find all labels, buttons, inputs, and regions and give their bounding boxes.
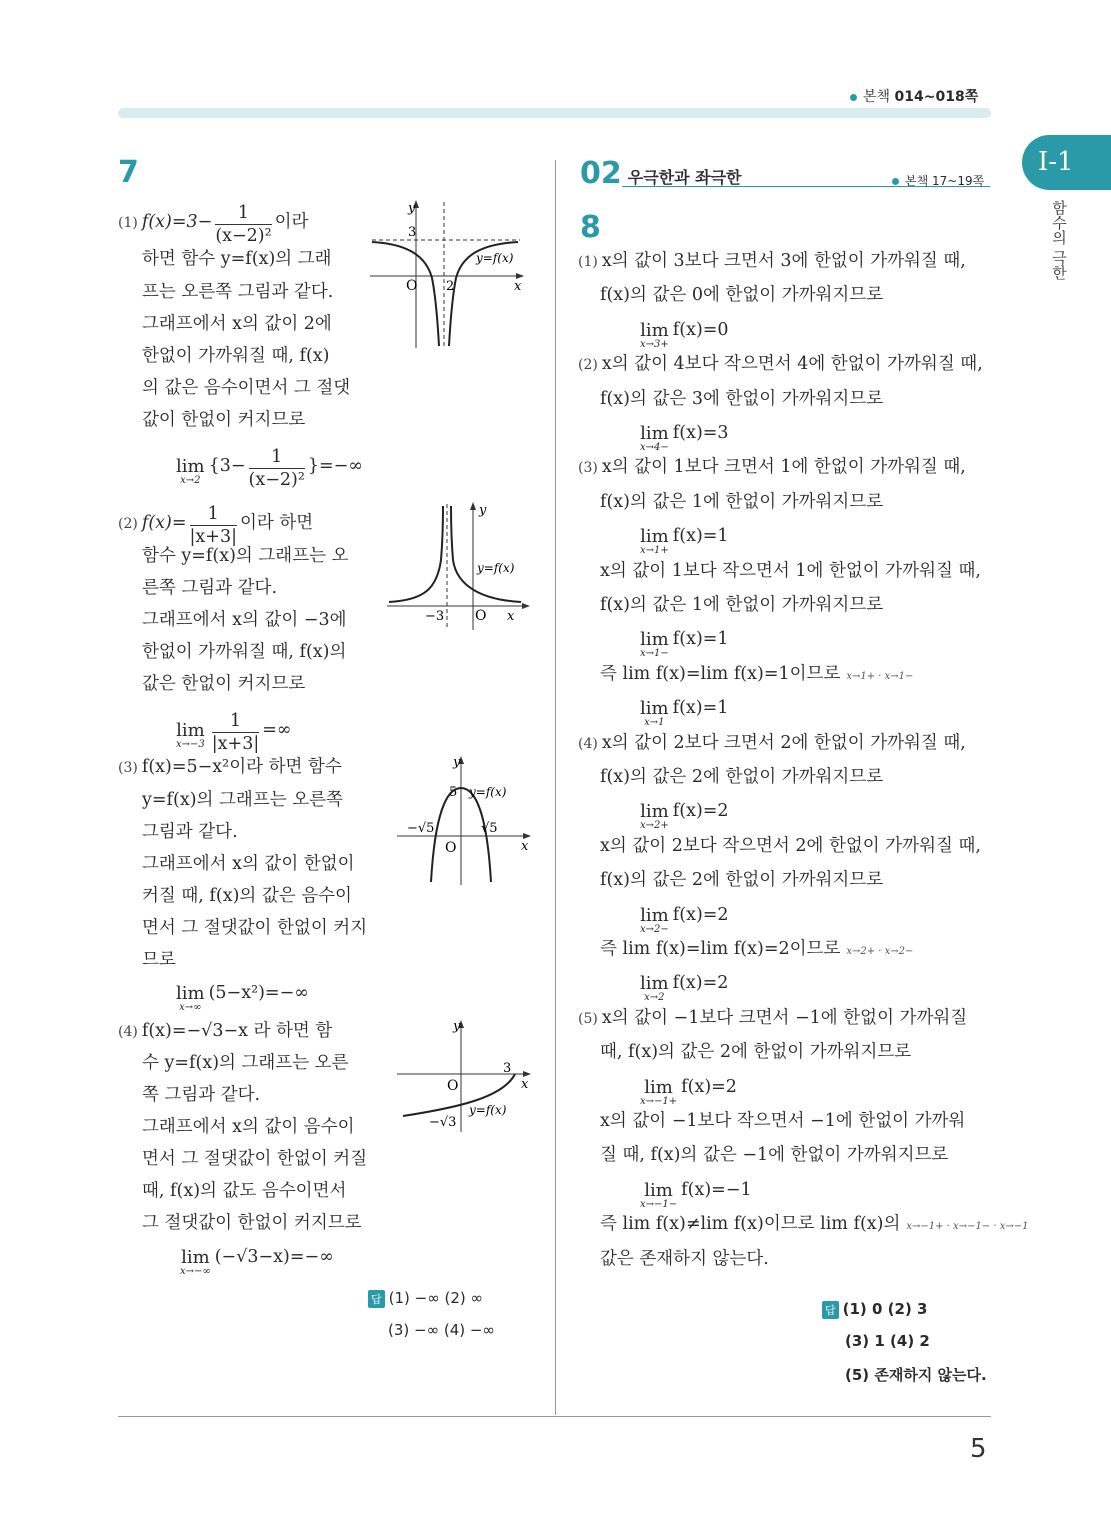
text-line: 값은 존재하지 않는다.: [600, 1248, 769, 1269]
text-line: 므로: [142, 950, 176, 970]
limit-subscripts: x→2+ · x→2−: [846, 946, 914, 957]
svg-text:√5: √5: [481, 821, 498, 836]
text-line: 면서 그 절댓값이 한없이 커질: [142, 1149, 368, 1169]
graph-part1: [368, 198, 528, 350]
svg-text:y: y: [453, 1019, 461, 1034]
svg-text:x: x: [521, 839, 529, 854]
bullet-dot-icon: [892, 178, 899, 185]
part4-first-line: (4) f(x)=−√3−x 라 하면 함: [118, 1021, 333, 1041]
svg-text:3: 3: [503, 1061, 512, 1076]
answer-tag: 답: [822, 1301, 839, 1319]
text-line: 한없이 가까워질 때, f(x)의: [142, 642, 347, 662]
section-reference: 본책 17~19쪽: [892, 172, 984, 189]
text-line: 그래프에서 x의 값이 −3에: [142, 610, 347, 630]
text-line: 그래프에서 x의 값이 2에: [142, 314, 332, 334]
text-line: 그림과 같다.: [142, 822, 238, 842]
svg-text:x: x: [521, 1077, 529, 1092]
answer-8-row3: (5) 존재하지 않는다.: [845, 1366, 987, 1384]
svg-text:x: x: [514, 279, 522, 294]
text-line: f(x)의 값은 0에 한없이 가까워지므로: [600, 285, 884, 306]
section-number: 02: [580, 156, 622, 191]
limit-expression: lim x→∞ (5−x²)=−∞: [176, 983, 309, 1013]
text-line: f(x)의 값은 1에 한없이 가까워지므로: [600, 491, 884, 512]
text-line: (2) x의 값이 4보다 작으면서 4에 한없이 가까워질 때,: [578, 354, 983, 375]
graph-part2: [385, 500, 535, 632]
svg-text:y=f(x): y=f(x): [477, 561, 515, 575]
text-line: (4) x의 값이 2보다 크면서 2에 한없이 가까워질 때,: [578, 732, 966, 753]
text-line: 른쪽 그림과 같다.: [142, 578, 278, 598]
svg-text:y=f(x): y=f(x): [476, 251, 514, 265]
fraction: $\frac{1}{\text{(x−2)²}}$: [215, 203, 272, 246]
header-bar: [118, 108, 991, 118]
page-reference: 본책 014~018쪽: [850, 86, 978, 106]
svg-text:x: x: [507, 609, 515, 624]
text-line: (5) x의 값이 −1보다 크면서 −1에 한없이 가까워질: [578, 1007, 968, 1028]
graph-part4: [395, 1016, 535, 1134]
text-line: x의 값이 1보다 작으면서 1에 한없이 가까워질 때,: [600, 560, 981, 581]
text-line: (3) x의 값이 1보다 크면서 1에 한없이 가까워질 때,: [578, 457, 966, 478]
text-line: (1) x의 값이 3보다 크면서 3에 한없이 가까워질 때,: [578, 251, 966, 271]
answer-7-row2: (3) −∞ (4) −∞: [388, 1321, 495, 1339]
limit-expression: lim x→−∞ (−√3−x)=−∞: [180, 1247, 334, 1277]
text-line: 즉 lim f(x)≠lim f(x)이므로 lim f(x)의 x→−1+ · x→−1− · x→−1: [600, 1214, 1029, 1235]
limit-expression: lim x→1+ f(x)=1: [640, 526, 729, 557]
answer-8-row2: (3) 1 (4) 2: [845, 1332, 930, 1350]
svg-text:2: 2: [446, 279, 455, 294]
bullet-dot-icon: [850, 94, 857, 101]
text-line: 함수 y=f(x)의 그래프는 오: [142, 546, 349, 566]
limit-expression: lim x→−3 $\frac{1}{|x+3|}$ =∞: [176, 711, 292, 754]
svg-text:y: y: [453, 755, 461, 770]
answer-tag: 답: [368, 1290, 385, 1308]
text-line: 때, f(x)의 값은 2에 한없이 가까워지므로: [600, 1042, 912, 1063]
problem-number-7: 7: [118, 155, 139, 190]
svg-text:O: O: [447, 1078, 459, 1094]
svg-text:y: y: [479, 503, 487, 518]
text-line: 면서 그 절댓값이 한없이 커지: [142, 918, 368, 938]
part3-first-line: (3) f(x)=5−x²이라 하면 함수: [118, 757, 342, 777]
text-line: 의 값은 음수이면서 그 절댓: [142, 378, 351, 398]
part2-first-line: (2) f(x)= $\frac{1}{|x+3|}$ 이라 하면: [118, 504, 314, 547]
svg-text:−√5: −√5: [407, 821, 435, 836]
section-title: 우극한과 좌극한: [627, 168, 742, 187]
svg-text:y=f(x): y=f(x): [469, 1103, 507, 1117]
text-line: 질 때, f(x)의 값은 −1에 한없이 가까워지므로: [600, 1145, 949, 1166]
svg-text:O: O: [475, 608, 487, 624]
limit-expression: lim x→2− f(x)=2: [640, 904, 729, 935]
text-line: 값이 한없이 커지므로: [142, 410, 306, 430]
graph-part3: [395, 752, 535, 887]
svg-text:5: 5: [449, 785, 458, 800]
limit-expression: lim x→1 f(x)=1: [640, 698, 729, 729]
svg-text:−3: −3: [425, 609, 445, 624]
svg-text:y=f(x): y=f(x): [469, 785, 507, 799]
svg-text:O: O: [406, 278, 418, 294]
text-line: 수 y=f(x)의 그래프는 오른: [142, 1053, 349, 1073]
chapter-tab: Ⅰ-1: [1022, 135, 1111, 190]
text-line: 프는 오른쪽 그림과 같다.: [142, 282, 334, 302]
svg-text:−√3: −√3: [429, 1115, 457, 1130]
limit-expression: lim x→2 {3− $\frac{1}{\text{(x−2)²}}$ }=−∞: [176, 447, 363, 490]
part1-first-line: (1) f(x)=3− $\frac{1}{\text{(x−2)²}}$ 이라: [118, 203, 309, 246]
text-line: f(x)의 값은 1에 한없이 가까워지므로: [600, 595, 884, 615]
text-line: 즉 lim f(x)=lim f(x)=2이므로 x→2+ · x→2−: [600, 939, 914, 959]
limit-subscripts: x→1+ · x→1−: [846, 670, 914, 682]
limit-expression: lim x→1− f(x)=1: [640, 629, 729, 660]
page-number: 5: [970, 1434, 987, 1464]
answer-8-row1: 답 (1) 0 (2) 3: [822, 1300, 927, 1319]
text-line: x의 값이 2보다 작으면서 2에 한없이 가까워질 때,: [600, 835, 981, 856]
svg-text:y: y: [408, 201, 416, 216]
text-line: f(x)의 값은 2에 한없이 가까워지므로: [600, 870, 884, 891]
limit-expression: lim x→2+ f(x)=2: [640, 801, 729, 832]
limit-expression: lim x→−1− f(x)=−1: [640, 1179, 752, 1210]
problem-number-8: 8: [580, 210, 601, 245]
limit-expression: lim x→2 f(x)=2: [640, 973, 729, 1004]
column-divider: [555, 160, 556, 1415]
text-line: 한없이 가까워질 때, f(x): [142, 346, 330, 366]
text-line: 값은 한없이 커지므로: [142, 674, 306, 694]
text-line: 때, f(x)의 값도 음수이면서: [142, 1181, 347, 1201]
bottom-rule: [118, 1416, 991, 1417]
limit-expression: lim x→4− f(x)=3: [640, 423, 729, 453]
text-line: 그래프에서 x의 값이 음수이: [142, 1117, 355, 1137]
limit-expression: lim x→3+ f(x)=0: [640, 319, 729, 350]
svg-text:O: O: [445, 840, 457, 856]
limit-expression: lim x→−1+ f(x)=2: [640, 1076, 737, 1107]
text-line: f(x)의 값은 3에 한없이 가까워지므로: [600, 388, 884, 409]
page-range: 014~018쪽: [894, 89, 979, 105]
text-line: x의 값이 −1보다 작으면서 −1에 한없이 가까워: [600, 1111, 966, 1131]
text-line: 커질 때, f(x)의 값은 음수이: [142, 886, 352, 906]
answer-7-row1: 답 (1) −∞ (2) ∞: [368, 1289, 483, 1308]
text-line: 그 절댓값이 한없이 커지므로: [142, 1213, 362, 1233]
svg-text:3: 3: [408, 225, 417, 240]
text-line: 하면 함수 y=f(x)의 그래: [142, 249, 332, 269]
text-line: f(x)의 값은 2에 한없이 가까워지므로: [600, 767, 884, 787]
text-line: y=f(x)의 그래프는 오른쪽: [142, 790, 343, 810]
text-line: 그래프에서 x의 값이 한없이: [142, 854, 355, 874]
text-line: 쪽 그림과 같다.: [142, 1085, 261, 1105]
text-line: 즉 lim f(x)=lim f(x)=1이므로 x→1+ · x→1−: [600, 663, 914, 684]
chapter-vertical-title: 함수의 극한: [1050, 200, 1068, 280]
limit-subscripts: x→−1+ · x→−1− · x→−1: [906, 1221, 1029, 1233]
